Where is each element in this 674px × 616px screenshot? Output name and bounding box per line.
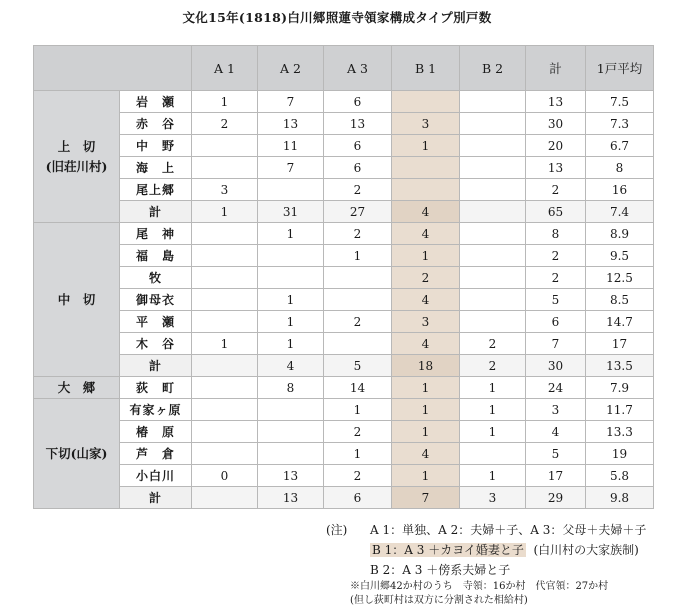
cell-b2 — [460, 289, 526, 311]
village-name: 荻 町 — [120, 377, 192, 399]
cell-a2: 7 — [258, 91, 324, 113]
cell-b1: 7 — [392, 487, 460, 509]
subtotal-row — [34, 355, 654, 377]
cell-a2: 31 — [258, 201, 324, 223]
cell-b1: 1 — [392, 421, 460, 443]
header-corner — [34, 46, 192, 91]
cell-average: 9.8 — [586, 487, 654, 509]
cell-a3 — [324, 289, 392, 311]
cell-average: 7.4 — [586, 201, 654, 223]
village-name: 尾上郷 — [120, 179, 192, 201]
cell-b1: 2 — [392, 267, 460, 289]
cell-b2: 1 — [460, 421, 526, 443]
table-row — [34, 113, 654, 135]
cell-a1 — [192, 157, 258, 179]
subtotal-label: 計 — [120, 355, 192, 377]
table-title: 文化15年(1818)白川郷照蓮寺領家構成タイプ別戸数 — [182, 10, 492, 25]
cell-a3: 6 — [324, 91, 392, 113]
village-name: 木 谷 — [120, 333, 192, 355]
cell-b1: 1 — [392, 377, 460, 399]
cell-b2: 1 — [460, 465, 526, 487]
cell-a1 — [192, 487, 258, 509]
header-row — [34, 46, 654, 91]
cell-b1: 4 — [392, 443, 460, 465]
cell-b2 — [460, 157, 526, 179]
cell-a2 — [258, 443, 324, 465]
cell-b2 — [460, 223, 526, 245]
cell-a2 — [258, 179, 324, 201]
cell-a1: 1 — [192, 201, 258, 223]
cell-b2 — [460, 113, 526, 135]
cell-average: 14.7 — [586, 311, 654, 333]
table-row — [34, 223, 654, 245]
cell-a3: 6 — [324, 157, 392, 179]
cell-total: 2 — [526, 245, 586, 267]
cell-a1: 3 — [192, 179, 258, 201]
cell-total: 7 — [526, 333, 586, 355]
note-line-1 — [326, 520, 646, 540]
cell-a3: 13 — [324, 113, 392, 135]
village-name: 椿 原 — [120, 421, 192, 443]
table-row — [34, 135, 654, 157]
cell-a2 — [258, 399, 324, 421]
cell-total: 8 — [526, 223, 586, 245]
cell-b1: 18 — [392, 355, 460, 377]
cell-b1 — [392, 179, 460, 201]
cell-a1: 2 — [192, 113, 258, 135]
cell-a3 — [324, 333, 392, 355]
village-name: 福 島 — [120, 245, 192, 267]
note-text-3: B 2：A 3 ＋傍系夫婦と子 — [370, 563, 511, 577]
cell-total: 2 — [526, 179, 586, 201]
table-row — [34, 311, 654, 333]
village-name: 尾 神 — [120, 223, 192, 245]
village-name: 牧 — [120, 267, 192, 289]
cell-b2: 1 — [460, 377, 526, 399]
cell-b2 — [460, 311, 526, 333]
subtotal-label: 計 — [120, 201, 192, 223]
header-b1: B 1 — [392, 46, 460, 91]
footnote-line-1: ※白川郷42か村のうち 寺領：16か村 代官領：27か村 — [350, 581, 609, 592]
cell-a2: 13 — [258, 113, 324, 135]
cell-a2: 4 — [258, 355, 324, 377]
table-row — [34, 443, 654, 465]
cell-a3: 2 — [324, 421, 392, 443]
cell-average: 12.5 — [586, 267, 654, 289]
cell-a2: 1 — [258, 223, 324, 245]
cell-a3: 27 — [324, 201, 392, 223]
cell-a3: 6 — [324, 135, 392, 157]
cell-total: 2 — [526, 267, 586, 289]
cell-b1 — [392, 157, 460, 179]
cell-a3: 1 — [324, 245, 392, 267]
cell-total: 30 — [526, 355, 586, 377]
cell-average: 9.5 — [586, 245, 654, 267]
cell-total: 4 — [526, 421, 586, 443]
cell-total: 24 — [526, 377, 586, 399]
cell-b2 — [460, 245, 526, 267]
cell-a2: 1 — [258, 311, 324, 333]
subtotal-row — [34, 487, 654, 509]
table-row — [34, 179, 654, 201]
region-label: 中 切 — [57, 291, 96, 307]
table-row — [34, 157, 654, 179]
header-total: 計 — [526, 46, 586, 91]
cell-average: 7.5 — [586, 91, 654, 113]
cell-a2: 13 — [258, 465, 324, 487]
cell-average: 5.8 — [586, 465, 654, 487]
cell-a1: 1 — [192, 333, 258, 355]
cell-b1: 4 — [392, 289, 460, 311]
cell-b2: 2 — [460, 355, 526, 377]
footnote — [350, 580, 608, 608]
cell-b1: 1 — [392, 465, 460, 487]
cell-b1: 4 — [392, 333, 460, 355]
cell-a1 — [192, 355, 258, 377]
household-type-table — [33, 45, 654, 509]
cell-average: 7.3 — [586, 113, 654, 135]
cell-a2 — [258, 421, 324, 443]
cell-a3: 2 — [324, 179, 392, 201]
cell-b2 — [460, 179, 526, 201]
region-label: 上 切 — [57, 138, 96, 154]
cell-a1 — [192, 289, 258, 311]
cell-a1: 0 — [192, 465, 258, 487]
table-row — [34, 91, 654, 113]
header-a3: A 3 — [324, 46, 392, 91]
cell-a1: 1 — [192, 91, 258, 113]
note-text-2-extra: (白川村の大家族制) — [533, 543, 639, 557]
cell-a1 — [192, 377, 258, 399]
cell-b1: 3 — [392, 311, 460, 333]
table-row — [34, 289, 654, 311]
village-name: 芦 倉 — [120, 443, 192, 465]
cell-average: 11.7 — [586, 399, 654, 421]
cell-a1 — [192, 135, 258, 157]
cell-a3: 2 — [324, 311, 392, 333]
notes — [326, 520, 646, 580]
cell-total: 3 — [526, 399, 586, 421]
table-row — [34, 399, 654, 421]
cell-total: 5 — [526, 443, 586, 465]
cell-a3: 2 — [324, 223, 392, 245]
cell-a2: 7 — [258, 157, 324, 179]
cell-a2: 8 — [258, 377, 324, 399]
cell-average: 7.9 — [586, 377, 654, 399]
cell-a1 — [192, 267, 258, 289]
cell-average: 13.5 — [586, 355, 654, 377]
cell-a2: 1 — [258, 333, 324, 355]
cell-a1 — [192, 311, 258, 333]
subtotal-row — [34, 201, 654, 223]
cell-b1: 4 — [392, 201, 460, 223]
cell-average: 8.9 — [586, 223, 654, 245]
cell-b2 — [460, 267, 526, 289]
cell-a3: 2 — [324, 465, 392, 487]
table-row — [34, 333, 654, 355]
village-name: 海 上 — [120, 157, 192, 179]
village-name: 中 野 — [120, 135, 192, 157]
cell-a1 — [192, 421, 258, 443]
cell-b2 — [460, 91, 526, 113]
header-a1: A 1 — [192, 46, 258, 91]
header-b2: B 2 — [460, 46, 526, 91]
cell-average: 8 — [586, 157, 654, 179]
cell-b2 — [460, 135, 526, 157]
note-text-1: A 1：単独、A 2：夫婦＋子、A 3：父母＋夫婦＋子 — [370, 523, 647, 537]
region-label: 大 郷 — [57, 379, 96, 395]
cell-average: 8.5 — [586, 289, 654, 311]
cell-a3: 1 — [324, 399, 392, 421]
region-label: 下切(山家) — [45, 445, 108, 461]
village-name: 小白川 — [120, 465, 192, 487]
cell-a1 — [192, 443, 258, 465]
cell-a2: 11 — [258, 135, 324, 157]
cell-a3: 1 — [324, 443, 392, 465]
footnote-line-2: (但し荻町村は双方に分割された相給村) — [350, 595, 528, 606]
cell-total: 13 — [526, 157, 586, 179]
cell-average: 16 — [586, 179, 654, 201]
cell-a3 — [324, 267, 392, 289]
cell-a1 — [192, 399, 258, 421]
cell-average: 19 — [586, 443, 654, 465]
cell-a3: 6 — [324, 487, 392, 509]
village-name: 岩 瀬 — [120, 91, 192, 113]
table-row — [34, 421, 654, 443]
region-cell — [34, 91, 120, 223]
header-average: 1戸平均 — [586, 46, 654, 91]
region-cell — [34, 399, 120, 509]
cell-b1: 1 — [392, 245, 460, 267]
note-line-2 — [326, 540, 646, 560]
village-name: 有家ヶ原 — [120, 399, 192, 421]
cell-b2 — [460, 443, 526, 465]
cell-b2 — [460, 201, 526, 223]
subtotal-label: 計 — [120, 487, 192, 509]
cell-a3: 14 — [324, 377, 392, 399]
cell-b2: 2 — [460, 333, 526, 355]
cell-b1: 4 — [392, 223, 460, 245]
cell-a2: 1 — [258, 289, 324, 311]
cell-b2: 3 — [460, 487, 526, 509]
cell-total: 6 — [526, 311, 586, 333]
village-name: 赤 谷 — [120, 113, 192, 135]
region-cell — [34, 223, 120, 377]
table-row — [34, 465, 654, 487]
cell-b1: 1 — [392, 399, 460, 421]
note-text-2-highlight: B 1：A 3 ＋カヨイ婚妻と子 — [372, 543, 524, 557]
region-label: (旧荘川村) — [45, 158, 108, 174]
header-a2: A 2 — [258, 46, 324, 91]
cell-b1: 1 — [392, 135, 460, 157]
cell-a2 — [258, 245, 324, 267]
note-line-3 — [326, 560, 646, 580]
cell-total: 20 — [526, 135, 586, 157]
cell-total: 13 — [526, 91, 586, 113]
cell-b1: 3 — [392, 113, 460, 135]
village-name: 御母衣 — [120, 289, 192, 311]
cell-average: 6.7 — [586, 135, 654, 157]
cell-total: 17 — [526, 465, 586, 487]
cell-a1 — [192, 245, 258, 267]
cell-b2: 1 — [460, 399, 526, 421]
cell-total: 30 — [526, 113, 586, 135]
table-row — [34, 377, 654, 399]
village-name: 平 瀬 — [120, 311, 192, 333]
cell-total: 29 — [526, 487, 586, 509]
cell-a3: 5 — [324, 355, 392, 377]
region-cell — [34, 377, 120, 399]
cell-total: 65 — [526, 201, 586, 223]
cell-total: 5 — [526, 289, 586, 311]
cell-a1 — [192, 223, 258, 245]
table-row — [34, 267, 654, 289]
note-label: (注) — [326, 523, 348, 537]
cell-a2 — [258, 267, 324, 289]
cell-average: 17 — [586, 333, 654, 355]
cell-average: 13.3 — [586, 421, 654, 443]
cell-a2: 13 — [258, 487, 324, 509]
table-row — [34, 245, 654, 267]
cell-b1 — [392, 91, 460, 113]
